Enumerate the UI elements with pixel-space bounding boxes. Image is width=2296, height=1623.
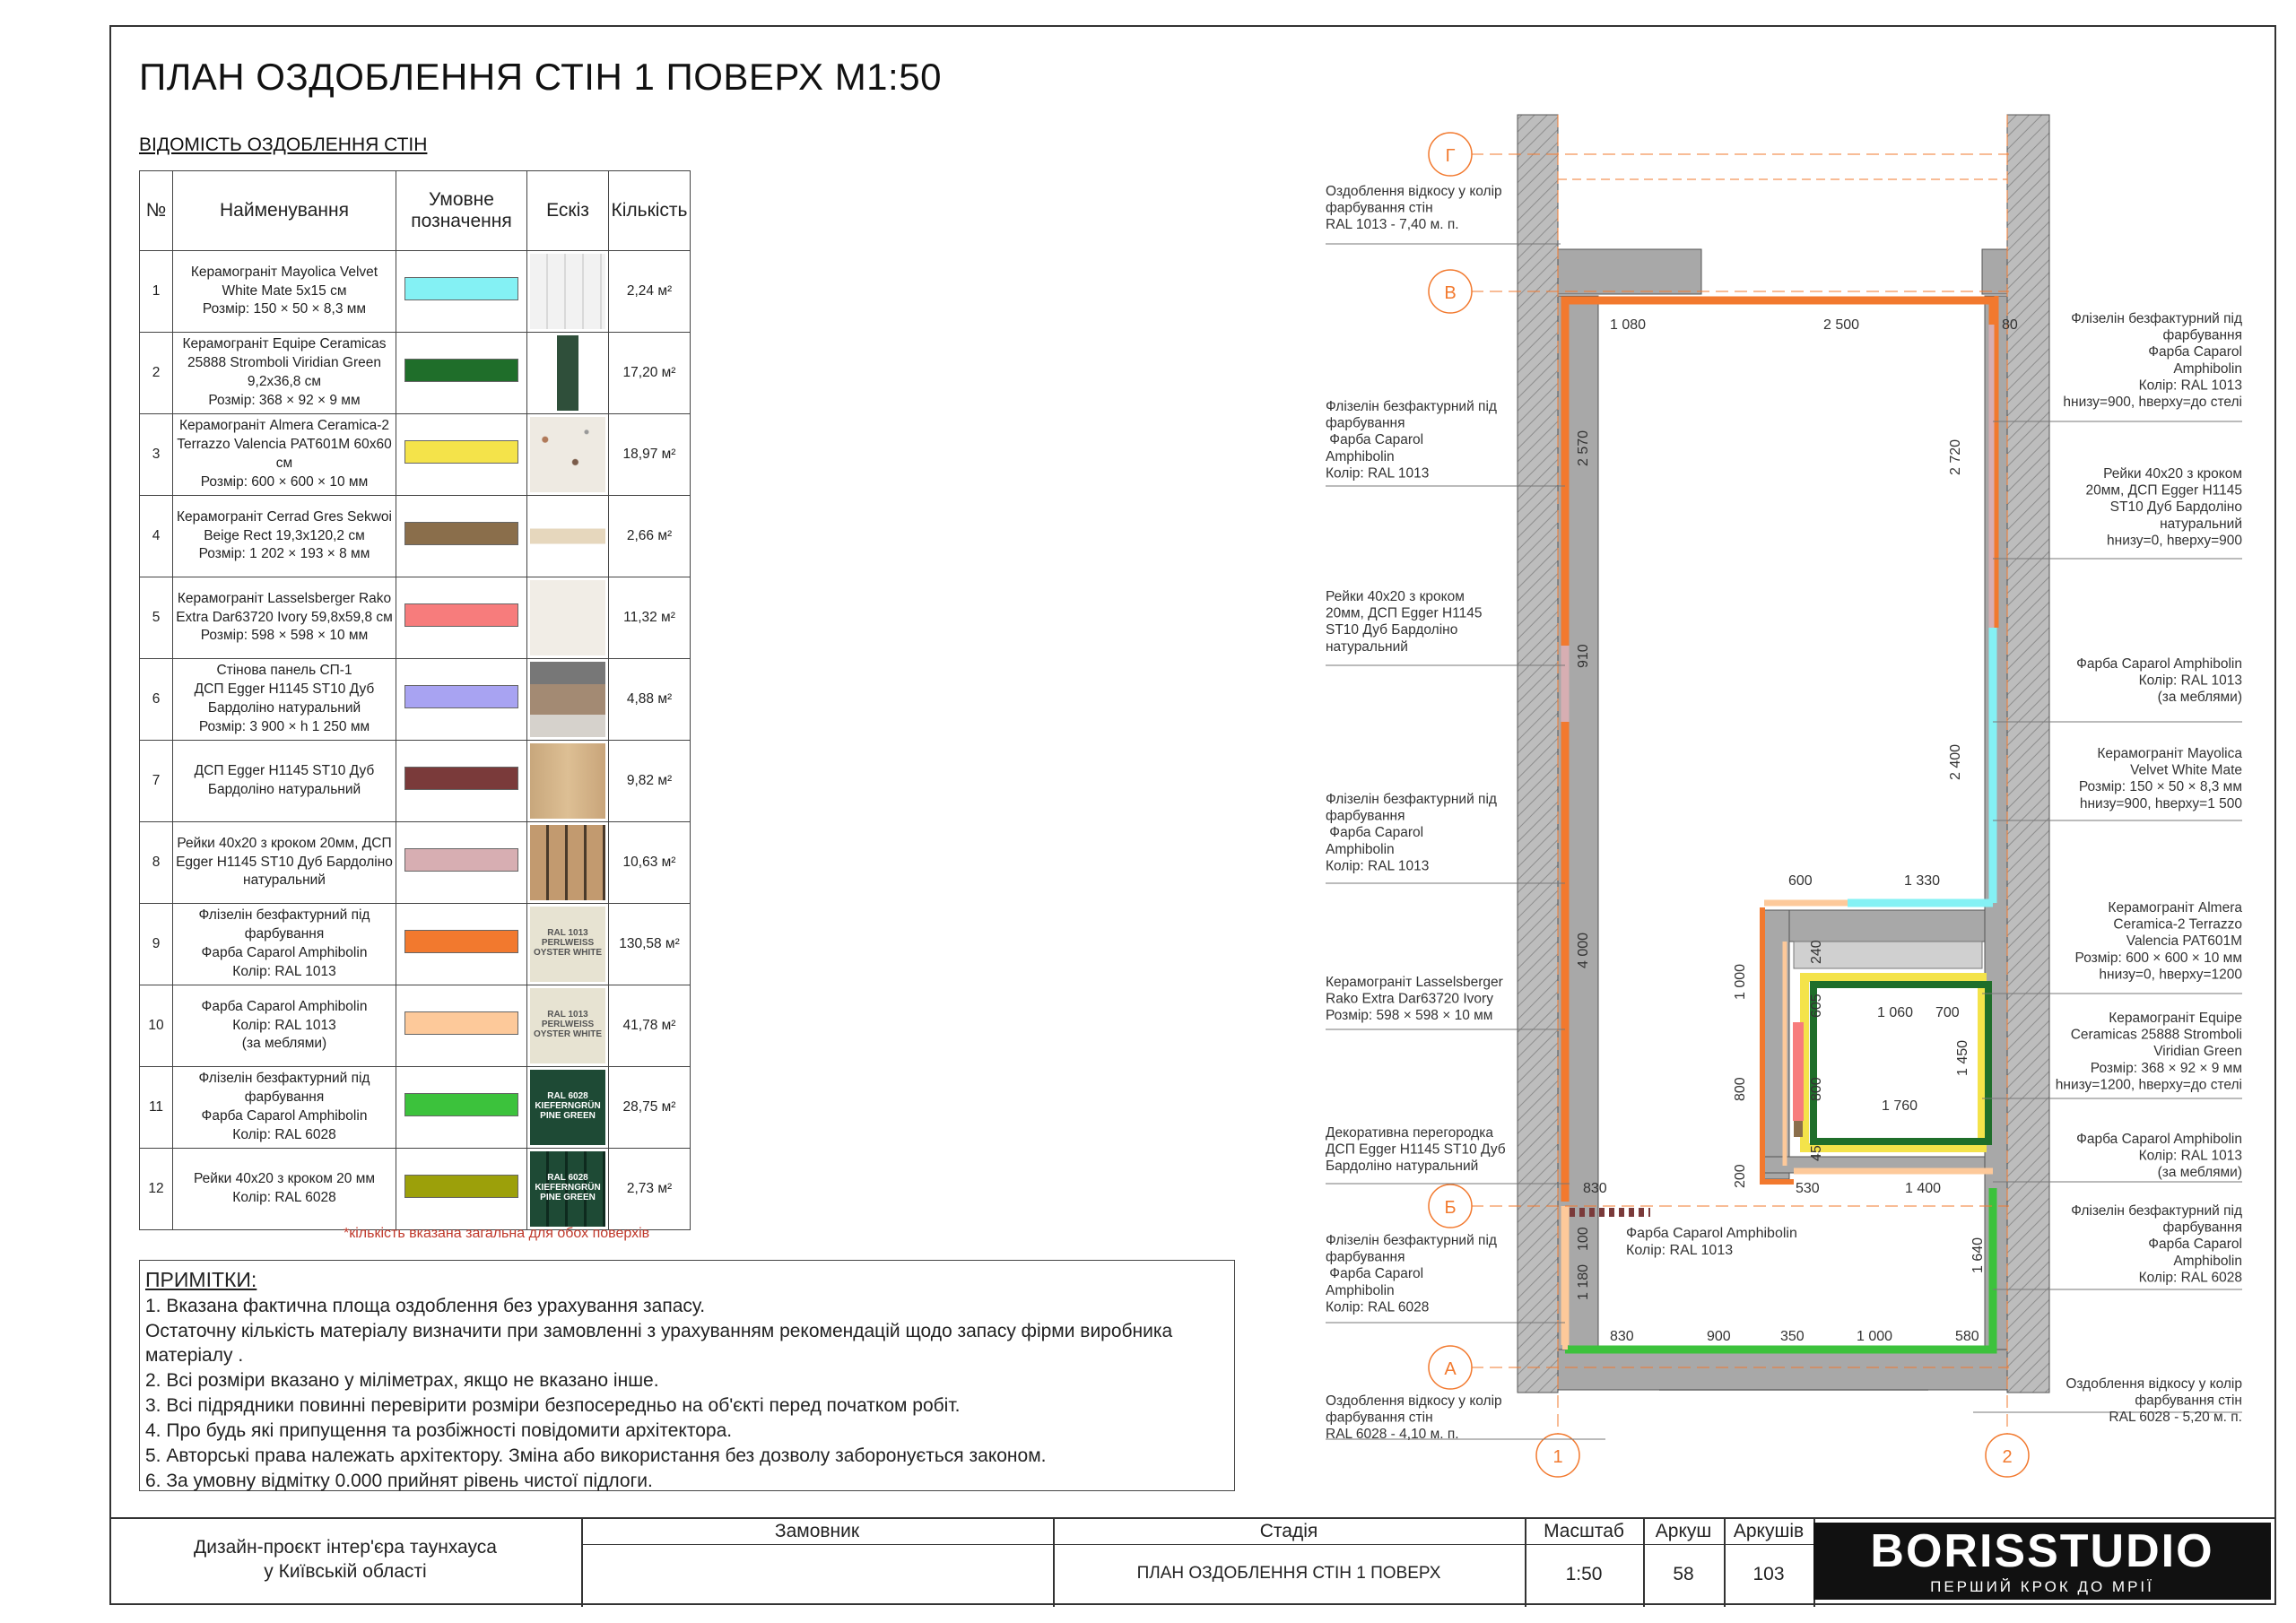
sheets-total: 103 — [1752, 1564, 1785, 1584]
dim-text: 700 — [1935, 1005, 1960, 1020]
scale-value: 1:50 — [1565, 1564, 1603, 1584]
note-label: Оздоблення відкосу у колір фарбування стін RAL 6028 - 4,10 м. п. — [1326, 1393, 1502, 1443]
customer-label: Замовник — [774, 1521, 860, 1541]
dimensions — [1576, 317, 2018, 1344]
note-label: Флізелін безфактурний під фарбування Фарба Caparol Amphibolin Колір: RAL 6028 — [2071, 1203, 2242, 1286]
col-header-symbol: Умовне позначення — [396, 171, 527, 251]
row-name: Керамограніт Cerrad Gres Sekwoi Beige Rect 19,3х120,2 см Розмір: 1 202 × 193 × 8 мм — [173, 496, 396, 577]
dim-text: 100 — [1576, 1227, 1591, 1251]
material-sample: RAL 6028 KIEFERNGRÜN PINE GREEN — [530, 1151, 605, 1227]
axis-marker-g — [1429, 133, 1472, 176]
row-name: Флізелін безфактурний під фарбування Фарба Caparol Amphibolin Колір: RAL 6028 — [173, 1067, 396, 1149]
wall-inner-block — [1764, 910, 1985, 942]
dim-text: 2 570 — [1576, 430, 1591, 466]
row-number: 4 — [140, 496, 173, 577]
dim-text: 1 760 — [1882, 1098, 1918, 1114]
dim-text: 580 — [1955, 1329, 1979, 1344]
svg-text:Б: Б — [1444, 1198, 1457, 1218]
wall-right — [2007, 115, 2049, 1393]
note-label: Флізелін безфактурний під фарбування Фарба Caparol Amphibolin Колір: RAL 6028 — [1326, 1233, 1497, 1315]
wall-top-left — [1558, 249, 1701, 294]
dim-text: 830 — [1583, 1181, 1607, 1196]
row-number: 11 — [140, 1067, 173, 1149]
note-line: 3. Всі підрядники повинні перевірити розміри безпосередньо на об'єкті перед початком робіт. — [145, 1395, 961, 1417]
row-quantity: 9,82 м² — [609, 741, 691, 822]
dim-text: 1 080 — [1610, 317, 1647, 333]
row-name: Фарба Caparol Amphibolin Колір: RAL 1013 (за меблями) — [173, 985, 396, 1067]
svg-text:Г: Г — [1445, 146, 1456, 166]
axis-marker-1 — [1536, 1434, 1579, 1477]
note-label: Флізелін безфактурний під фарбування Фарба Caparol Amphibolin Колір: RAL 1013 — [1326, 792, 1497, 874]
dim-text: 240 — [1809, 940, 1824, 964]
row-quantity: 2,73 м² — [609, 1149, 691, 1230]
row-number: 10 — [140, 985, 173, 1067]
axis-marker-a — [1429, 1346, 1472, 1389]
row-name: ДСП Egger H1145 ST10 Дуб Бардоліно натуральний — [173, 741, 396, 822]
note-line: 6. За умовну відмітку 0.000 прийнят рівень чистої підлоги. — [145, 1471, 653, 1492]
dim-text: 1 000 — [1857, 1329, 1893, 1344]
sheets-label: Аркушів — [1733, 1521, 1805, 1541]
note-label: Флізелін безфактурний під фарбування Фарба Caparol Amphibolin Колір: RAL 1013 — [1326, 399, 1497, 482]
row-number: 3 — [140, 414, 173, 496]
note-label: Керамограніт Equipe Ceramicas 25888 Stromboli Viridian Green Розмір: 368 × 92 × 9 мм hнизу=1200, hверху=до стелі — [2055, 1011, 2242, 1093]
sheet-title: ПЛАН ОЗДОБЛЕННЯ СТІН 1 ПОВЕРХ — [1136, 1564, 1441, 1583]
row-name: Флізелін безфактурний під фарбування Фарба Caparol Amphibolin Колір: RAL 1013 — [173, 904, 396, 985]
note-label: Фарба Caparol Amphibolin Колір: RAL 1013 (за меблями) — [2076, 1132, 2242, 1181]
svg-text:2: 2 — [2002, 1447, 2013, 1467]
dim-text: 1 060 — [1877, 1005, 1914, 1020]
dim-text: 1 640 — [1970, 1237, 1986, 1273]
notes-heading: ПРИМІТКИ: — [145, 1268, 257, 1291]
row-name: Рейки 40х20 з кроком 20мм, ДСП Egger H1145 ST10 Дуб Бардоліно натуральний — [173, 822, 396, 904]
dim-text: 1 000 — [1733, 963, 1748, 1000]
stage-label: Стадія — [1259, 1521, 1318, 1541]
row-name: Керамограніт Mayolica Velvet White Mate 5х15 см Розмір: 150 × 50 × 8,3 мм — [173, 251, 396, 333]
axis-marker-v — [1429, 270, 1472, 313]
row-number: 9 — [140, 904, 173, 985]
row-quantity: 17,20 м² — [609, 333, 691, 414]
note-label: Флізелін безфактурний під фарбування Фарба Caparol Amphibolin Колір: RAL 1013 hнизу=900, hверху=до стелі — [2063, 311, 2242, 410]
wall-left — [1518, 115, 1558, 1393]
dim-text: 900 — [1707, 1329, 1731, 1344]
note-label: Рейки 40х20 з кроком 20мм, ДСП Egger H1145 ST10 Дуб Бардоліно натуральний hнизу=0, hверху=900 — [2085, 466, 2242, 549]
dim-text: 1 450 — [1955, 1039, 1970, 1076]
axis-marker-2 — [1986, 1434, 2029, 1477]
row-number: 1 — [140, 251, 173, 333]
row-quantity: 18,97 м² — [609, 414, 691, 496]
dim-text: 605 — [1809, 994, 1824, 1018]
note-line: 4. Про будь які припущення та розбіжності повідомити архітектора. — [145, 1420, 733, 1442]
labels-right — [2056, 311, 2243, 1425]
note-label: Керамограніт Mayolica Velvet White Mate Розмір: 150 × 50 × 8,3 мм hнизу=900, hверху=1 500 — [2078, 746, 2242, 812]
col-header-no: № — [140, 171, 173, 251]
row-name: Керамограніт Equipe Ceramicas 25888 Stromboli Viridian Green 9,2х36,8 см Розмір: 368 × 92 × 9 мм — [173, 333, 396, 414]
row-name: Керамограніт Lasselsberger Rako Extra Dar63720 Ivory 59,8х59,8 см Розмір: 598 × 598 × 10 мм — [173, 577, 396, 659]
dim-text: 45 — [1809, 1145, 1824, 1161]
page-title: ПЛАН ОЗДОБЛЕННЯ СТІН 1 ПОВЕРХ М1:50 — [139, 56, 942, 98]
logo-text: BORISSTUDIO — [1870, 1525, 2214, 1577]
row-quantity: 130,58 м² — [609, 904, 691, 985]
note-label: Керамограніт Lasselsberger Rako Extra Dar63720 Ivory Розмір: 598 × 598 × 10 мм — [1326, 975, 1503, 1024]
row-name: Стінова панель СП-1 ДСП Egger H1145 ST10 Дуб Бардоліно натуральний Розмір: 3 900 × h 1 250 мм — [173, 659, 396, 741]
row-quantity: 28,75 м² — [609, 1067, 691, 1149]
axis-marker-b — [1429, 1185, 1472, 1228]
row-name: Керамограніт Almera Ceramica-2 Terrazzo Valencia PAT601M 60х60 см Розмір: 600 × 600 × 10 мм — [173, 414, 396, 496]
dim-text: 530 — [1796, 1181, 1820, 1196]
material-sample: RAL 6028 KIEFERNGRÜN PINE GREEN — [530, 1070, 605, 1145]
labels-left — [1326, 184, 1506, 1442]
logo-slogan: ПЕРШИЙ КРОК ДО МРІЇ — [1930, 1578, 2154, 1595]
dim-text: 800 — [1733, 1077, 1748, 1101]
dim-text: 2 400 — [1948, 743, 1963, 780]
dim-text: 800 — [1809, 1077, 1824, 1101]
dim-text: 600 — [1788, 873, 1813, 889]
svg-text:А: А — [1444, 1359, 1457, 1379]
dim-text: 4 000 — [1576, 932, 1591, 968]
row-quantity: 2,24 м² — [609, 251, 691, 333]
row-number: 8 — [140, 822, 173, 904]
note-label: Оздоблення відкосу у колір фарбування стін RAL 1013 - 7,40 м. п. — [1326, 184, 1502, 233]
note-label: Фарба Caparol Amphibolin Колір: RAL 1013 (за меблями) — [2076, 656, 2242, 706]
project-name: Дизайн-проєкт інтер'єра таунхауса у Київській області — [194, 1537, 497, 1583]
wall-bottom — [1558, 1350, 2007, 1390]
center-label: Фарба Caparol Amphibolin Колір: RAL 1013 — [1626, 1226, 1797, 1259]
svg-text:В: В — [1444, 283, 1457, 303]
col-header-qty: Кількість — [609, 171, 691, 251]
dim-text: 2 500 — [1823, 317, 1860, 333]
dim-text: 1 330 — [1904, 873, 1941, 889]
dim-text: 1 180 — [1576, 1263, 1591, 1300]
row-quantity: 11,32 м² — [609, 577, 691, 659]
svg-text:1: 1 — [1552, 1447, 1563, 1467]
row-quantity: 41,78 м² — [609, 985, 691, 1067]
row-number: 5 — [140, 577, 173, 659]
row-number: 7 — [140, 741, 173, 822]
dim-text: 910 — [1576, 644, 1591, 668]
note-label: Керамограніт Almera Ceramica-2 Terrazzo Valencia PAT601M Розмір: 600 × 600 × 10 мм hнизу=0, hверху=1200 — [2074, 900, 2242, 983]
row-quantity: 2,66 м² — [609, 496, 691, 577]
dim-text: 1 400 — [1905, 1181, 1942, 1196]
row-number: 6 — [140, 659, 173, 741]
row-quantity: 4,88 м² — [609, 659, 691, 741]
note-label: Оздоблення відкосу у колір фарбування стін RAL 6028 - 5,20 м. п. — [2066, 1376, 2242, 1426]
material-sample: RAL 1013 PERLWEISS OYSTER WHITE — [530, 907, 605, 982]
row-quantity: 10,63 м² — [609, 822, 691, 904]
note-line: 5. Авторські права належать архітектору. Зміна або використання без дозволу заборонується законом. — [145, 1445, 1047, 1467]
studio-logo — [1813, 1523, 2271, 1600]
scale-label: Масштаб — [1544, 1521, 1624, 1541]
material-sample: RAL 1013 PERLWEISS OYSTER WHITE — [530, 988, 605, 1063]
note-label: Декоративна перегородка ДСП Egger H1145 ST10 Дуб Бардоліно натуральний — [1326, 1125, 1506, 1175]
dim-text: 200 — [1733, 1164, 1748, 1188]
schedule-title: ВІДОМІСТЬ ОЗДОБЛЕННЯ СТІН — [139, 135, 428, 155]
note-label: Рейки 40х20 з кроком 20мм, ДСП Egger H1145 ST10 Дуб Бардоліно натуральний — [1326, 589, 1483, 655]
sheet-number: 58 — [1673, 1564, 1694, 1584]
footnote: *кількість вказана загальна для обох поверхів — [344, 1226, 650, 1241]
col-header-sketch: Ескіз — [527, 171, 609, 251]
dim-text: 80 — [2002, 317, 2018, 333]
note-line: 1. Вказана фактична площа оздоблення без урахування запасу. — [145, 1295, 706, 1316]
dim-text: 830 — [1610, 1329, 1634, 1344]
sheet-label: Аркуш — [1655, 1521, 1712, 1541]
row-number: 12 — [140, 1149, 173, 1230]
wall-top-right — [1982, 249, 2007, 294]
row-number: 2 — [140, 333, 173, 414]
row-name: Рейки 40х20 з кроком 20 мм Колір: RAL 6028 — [173, 1149, 396, 1230]
dim-text: 2 720 — [1948, 438, 1963, 475]
note-line: Остаточну кількість матеріалу визначити при замовленні з урахуванням рекомендацій щодо запасу фірми виробника матеріалу . — [145, 1320, 1173, 1367]
dim-text: 350 — [1780, 1329, 1805, 1344]
col-header-name: Найменування — [173, 171, 396, 251]
note-line: 2. Всі розміри вказано у міліметрах, якщо не вказано інше. — [145, 1370, 659, 1392]
